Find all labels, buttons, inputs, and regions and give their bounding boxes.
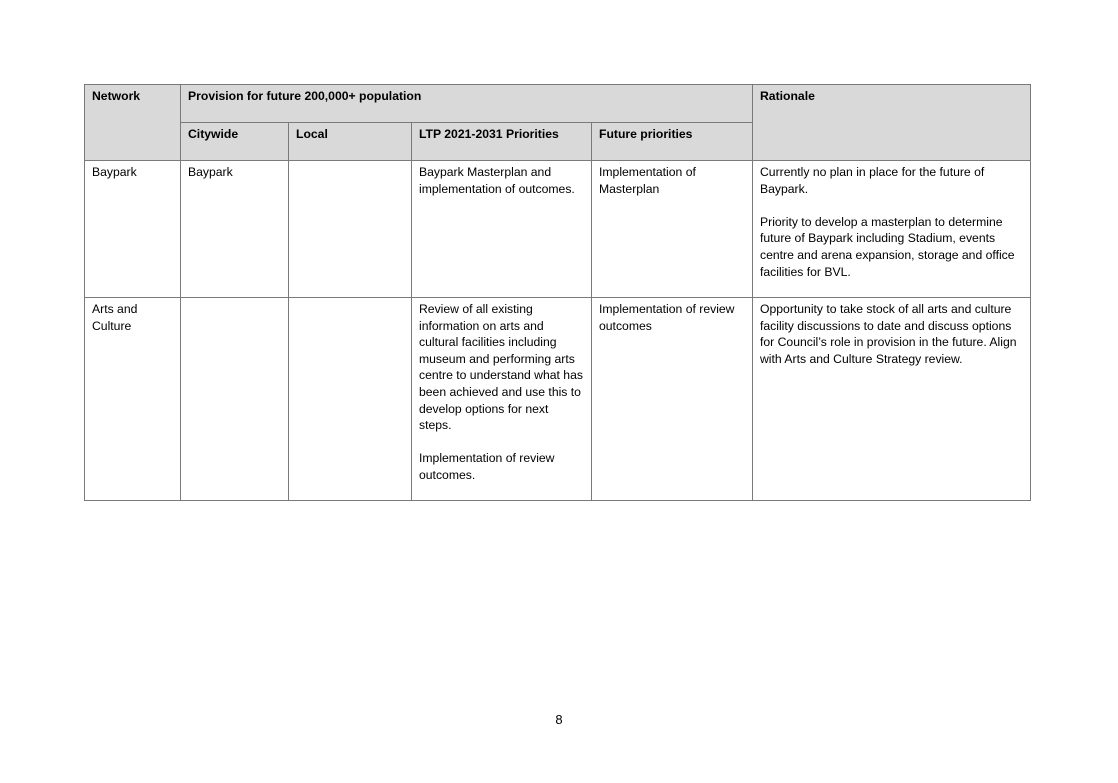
cell-network [85,161,181,298]
header-citywide: Citywide [181,123,289,161]
cell-citywide-text: Baypark [188,165,233,179]
cell-rationale-text: Currently no plan in place for the future of Baypark. Priority to develop a masterplan to determine future of Baypark including Stadium, events centre and arena expansion, storage and office facilities for BVL. [760,165,1015,279]
cell-future-text: Implementation of Masterplan [599,165,696,196]
cell-ltp [412,298,592,501]
cell-network-text: Baypark [92,165,137,179]
cell-ltp-text: Baypark Masterplan and implementation of outcomes. [419,165,575,196]
header-ltp-priorities: LTP 2021-2031 Priorities [412,123,592,161]
cell-rationale [753,298,1031,501]
cell-future [592,298,753,501]
cell-network-text: Arts and Culture [92,302,138,333]
table-row [85,298,1031,501]
table-row [85,161,1031,298]
header-provision: Provision for future 200,000+ population [181,85,753,123]
page-number: 8 [555,712,563,727]
header-local: Local [289,123,412,161]
cell-local [289,161,412,298]
cell-citywide [181,161,289,298]
cell-local [289,298,412,501]
cell-rationale [753,161,1031,298]
cell-future [592,161,753,298]
header-row-primary [85,85,1031,123]
cell-ltp-text: Review of all existing information on arts and cultural facilities including museum and performing arts centre to understand what has been achieved and use this to develop options for next steps. Implementation of review outcomes. [419,302,583,482]
cell-rationale-text: Opportunity to take stock of all arts and culture facility discussions to date and discuss options for Council’s role in provision in the future. Align with Arts and Culture Strategy review. [760,302,1017,366]
cell-network [85,298,181,501]
cell-citywide [181,298,289,501]
header-network: Network [85,85,181,161]
header-rationale: Rationale [753,85,1031,161]
cell-future-text: Implementation of review outcomes [599,302,735,333]
cell-ltp [412,161,592,298]
header-future-priorities: Future priorities [592,123,753,161]
provision-table [84,84,1031,501]
